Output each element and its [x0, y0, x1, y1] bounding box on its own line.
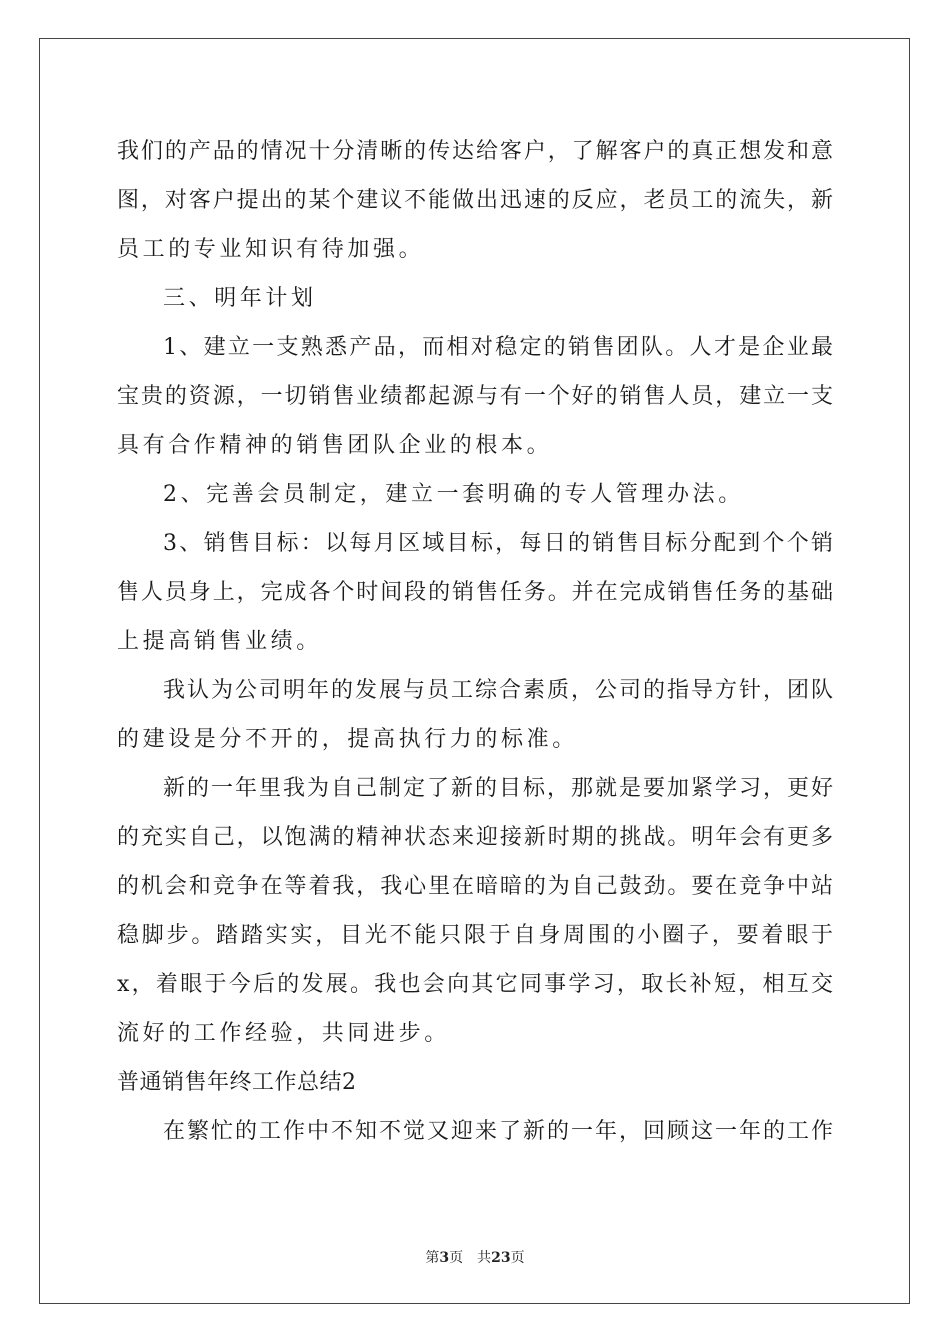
text-line: 的充实自己，以饱满的精神状态来迎接新时期的挑战。明年会有更多 [117, 825, 833, 850]
text-line: 3、销售目标：以每月区域目标，每日的销售目标分配到个个销 [163, 531, 833, 556]
text-line: 图，对客户提出的某个建议不能做出迅速的反应，老员工的流失，新 [117, 188, 833, 213]
total-pages: 23 [491, 1250, 511, 1266]
document-body [117, 129, 833, 1158]
text-line: x，着眼于今后的发展。我也会向其它同事学习，取长补短，相互交 [117, 972, 833, 997]
total-label-prefix: 共 [477, 1250, 492, 1266]
text-line: 稳脚步。踏踏实实，目光不能只限于自身周围的小圈子，要着眼于 [117, 923, 833, 948]
text-line: 我认为公司明年的发展与员工综合素质，公司的指导方针，团队 [163, 678, 833, 703]
article-title: 普通销售年终工作总结2 [117, 1070, 357, 1095]
text-line: 流好的工作经验，共同进步。 [117, 1021, 450, 1046]
text-line: 2、完善会员制定，建立一套明确的专人管理办法。 [163, 482, 744, 507]
text-line: 我们的产品的情况十分清晰的传达给客户，了解客户的真正想发和意 [117, 139, 833, 164]
total-label-suffix: 页 [510, 1250, 525, 1266]
page-label-prefix: 第 [425, 1250, 440, 1266]
text-line: 售人员身上，完成各个时间段的销售任务。并在完成销售任务的基础 [117, 580, 833, 605]
section-heading: 三、明年计划 [163, 286, 317, 311]
text-line: 在繁忙的工作中不知不觉又迎来了新的一年，回顾这一年的工作 [163, 1119, 833, 1144]
text-line: 员工的专业知识有待加强。 [117, 237, 425, 262]
text-line: 新的一年里我为自己制定了新的目标，那就是要加紧学习，更好 [163, 776, 833, 801]
text-line: 宝贵的资源，一切销售业绩都起源与有一个好的销售人员，建立一支 [117, 384, 833, 409]
page-number: 3 [439, 1250, 450, 1266]
text-line: 的建设是分不开的，提高执行力的标准。 [117, 727, 578, 752]
text-line: 1、建立一支熟悉产品，而相对稳定的销售团队。人才是企业最 [163, 335, 833, 360]
text-line: 具有合作精神的销售团队企业的根本。 [117, 433, 553, 458]
page-label-suffix: 页 [449, 1250, 464, 1266]
text-line: 的机会和竞争在等着我，我心里在暗暗的为自己鼓劲。要在竞争中站 [117, 874, 833, 899]
text-line: 上提高销售业绩。 [117, 629, 322, 654]
page-footer [0, 1247, 950, 1267]
